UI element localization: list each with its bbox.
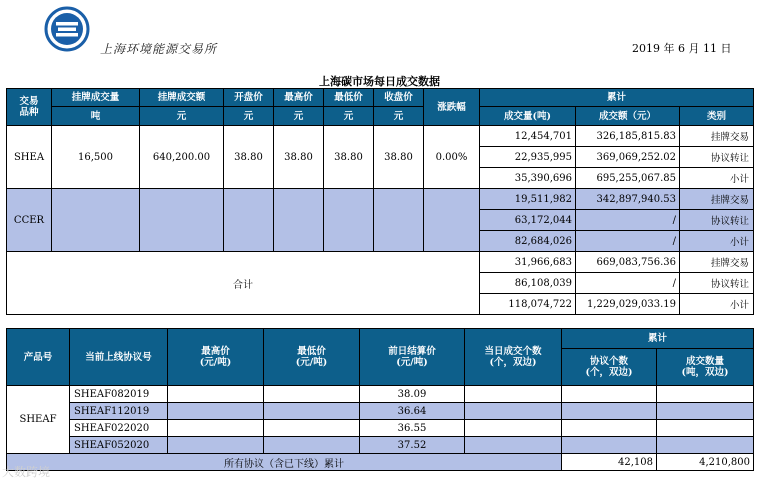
ccer-low	[324, 189, 374, 252]
high-price	[168, 403, 264, 420]
category: 挂牌交易	[680, 126, 754, 147]
low-price	[264, 386, 360, 403]
cum-amount: 695,255,067.85	[576, 168, 680, 189]
header-change: 涨跌幅	[424, 89, 480, 126]
header-category: 类别	[680, 107, 754, 126]
unit-close: 元	[374, 107, 424, 126]
header-deals-label: 当日成交个数	[484, 346, 542, 357]
shea-listing-amount: 640,200.00	[140, 126, 224, 189]
cum-amount: /	[576, 210, 680, 231]
report-date: 2019 年 6 月 11 日	[632, 42, 732, 55]
deals-count	[465, 437, 562, 454]
exchange-logo-icon	[44, 6, 90, 52]
cum-amount: 369,069,252.02	[576, 147, 680, 168]
high-price	[168, 386, 264, 403]
header-open: 开盘价	[224, 89, 274, 107]
header-settle-label: 前日结算价	[388, 346, 436, 357]
category: 协议转让	[680, 273, 754, 294]
settle-price: 38.09	[360, 386, 465, 403]
shea-high: 38.80	[274, 126, 324, 189]
header-high	[168, 329, 264, 386]
shea-low: 38.80	[324, 126, 374, 189]
cum-volume: 63,172,044	[480, 210, 576, 231]
cum-agreements	[562, 386, 657, 403]
deals-count	[465, 403, 562, 420]
table-row	[7, 437, 754, 454]
header-listing-volume: 挂牌成交量	[52, 89, 140, 107]
header-cum-volume-label: 成交数量	[686, 356, 725, 367]
daily-trading-table	[6, 88, 754, 315]
report-title: 上海碳市场每日成交数据	[319, 75, 440, 88]
deals-count	[465, 386, 562, 403]
header-cum-volume-unit: (吨，双边)	[681, 367, 729, 378]
header-low: 最低价	[324, 89, 374, 107]
header-settle-unit: (元/吨)	[396, 357, 428, 368]
cum-amount: 326,185,815.83	[576, 126, 680, 147]
header-t2-cumulative: 累计	[562, 329, 754, 349]
futures-agreement-table	[6, 328, 754, 471]
high-price	[168, 420, 264, 437]
header-low	[264, 329, 360, 386]
cum-volume: 86,108,039	[480, 273, 576, 294]
category: 协议转让	[680, 210, 754, 231]
header-cum-volume-t2	[657, 349, 754, 386]
table-row	[7, 189, 754, 210]
cum-amount: 669,083,756.36	[576, 252, 680, 273]
table-row	[7, 403, 754, 420]
category: 小计	[680, 231, 754, 252]
cum-amount: /	[576, 231, 680, 252]
agreement-id: SHEAF022020	[70, 420, 168, 437]
header-listing-amount: 挂牌成交额	[140, 89, 224, 107]
header-settle	[360, 329, 465, 386]
cum-volume	[657, 403, 754, 420]
cum-amount: /	[576, 273, 680, 294]
category: 挂牌交易	[680, 189, 754, 210]
settle-price: 36.55	[360, 420, 465, 437]
header-cumulative: 累计	[480, 89, 754, 107]
table-row	[7, 420, 754, 437]
table-row	[7, 252, 754, 273]
cum-volume	[657, 386, 754, 403]
deals-count	[465, 420, 562, 437]
cum-volume: 19,511,982	[480, 189, 576, 210]
settle-price: 37.52	[360, 437, 465, 454]
header-product: 产品号	[7, 329, 70, 386]
unit-open: 元	[224, 107, 274, 126]
agreement-id: SHEAF112019	[70, 403, 168, 420]
header-close: 收盘价	[374, 89, 424, 107]
t2-total-agreements: 42,108	[562, 454, 657, 471]
table-row	[7, 386, 754, 403]
low-price	[264, 403, 360, 420]
category: 挂牌交易	[680, 252, 754, 273]
unit-high: 元	[274, 107, 324, 126]
header-cum-volume: 成交量(吨)	[480, 107, 576, 126]
high-price	[168, 437, 264, 454]
cum-volume	[657, 437, 754, 454]
t2-total-volume: 4,210,800	[657, 454, 754, 471]
settle-price: 36.64	[360, 403, 465, 420]
category: 小计	[680, 294, 754, 315]
cum-agreements	[562, 403, 657, 420]
ccer-change	[424, 189, 480, 252]
header-cum-agreements	[562, 349, 657, 386]
ccer-listing-amount	[140, 189, 224, 252]
cum-amount: 1,229,029,033.19	[576, 294, 680, 315]
header-high: 最高价	[274, 89, 324, 107]
header-deals-unit: (个，双边)	[489, 357, 537, 368]
header-cum-agreements-unit: (个，双边)	[585, 367, 633, 378]
header-variety: 交易品种	[7, 89, 52, 126]
cum-volume: 82,684,026	[480, 231, 576, 252]
category: 协议转让	[680, 147, 754, 168]
cum-volume: 12,454,701	[480, 126, 576, 147]
unit-amount: 元	[140, 107, 224, 126]
cum-volume: 35,390,696	[480, 168, 576, 189]
header-cum-agreements-label: 协议个数	[589, 356, 628, 367]
header-low-label: 最低价	[297, 346, 326, 357]
cum-amount: 342,897,940.53	[576, 189, 680, 210]
shea-change: 0.00%	[424, 126, 480, 189]
t2-total-label: 所有协议（含已下线）累计	[7, 454, 562, 471]
shea-listing-volume: 16,500	[52, 126, 140, 189]
ccer-high	[274, 189, 324, 252]
ccer-open	[224, 189, 274, 252]
low-price	[264, 437, 360, 454]
agreement-id: SHEAF052020	[70, 437, 168, 454]
header-low-unit: (元/吨)	[295, 357, 328, 368]
shea-close: 38.80	[374, 126, 424, 189]
unit-volume: 吨	[52, 107, 140, 126]
cum-volume: 22,935,995	[480, 147, 576, 168]
header-high-unit: (元/吨)	[199, 357, 232, 368]
header-agreement: 当前上线协议号	[70, 329, 168, 386]
cum-volume: 31,966,683	[480, 252, 576, 273]
table-row	[7, 126, 754, 147]
ccer-close	[374, 189, 424, 252]
watermark: 大数跨境	[2, 465, 51, 479]
category: 小计	[680, 168, 754, 189]
cum-volume: 118,074,722	[480, 294, 576, 315]
cum-agreements	[562, 437, 657, 454]
cum-agreements	[562, 420, 657, 437]
header-deals	[465, 329, 562, 386]
header-high-label: 最高价	[201, 346, 230, 357]
cum-volume	[657, 420, 754, 437]
table-row	[7, 454, 754, 471]
unit-low: 元	[324, 107, 374, 126]
shea-open: 38.80	[224, 126, 274, 189]
agreement-id: SHEAF082019	[70, 386, 168, 403]
total-label: 合计	[7, 252, 480, 315]
variety-ccer: CCER	[7, 189, 52, 252]
header-cum-amount: 成交额（元）	[576, 107, 680, 126]
logo-text: 上海环境能源交易所	[100, 42, 218, 56]
low-price	[264, 420, 360, 437]
ccer-listing-volume	[52, 189, 140, 252]
product-sheaf: SHEAF	[7, 386, 70, 454]
variety-shea: SHEA	[7, 126, 52, 189]
